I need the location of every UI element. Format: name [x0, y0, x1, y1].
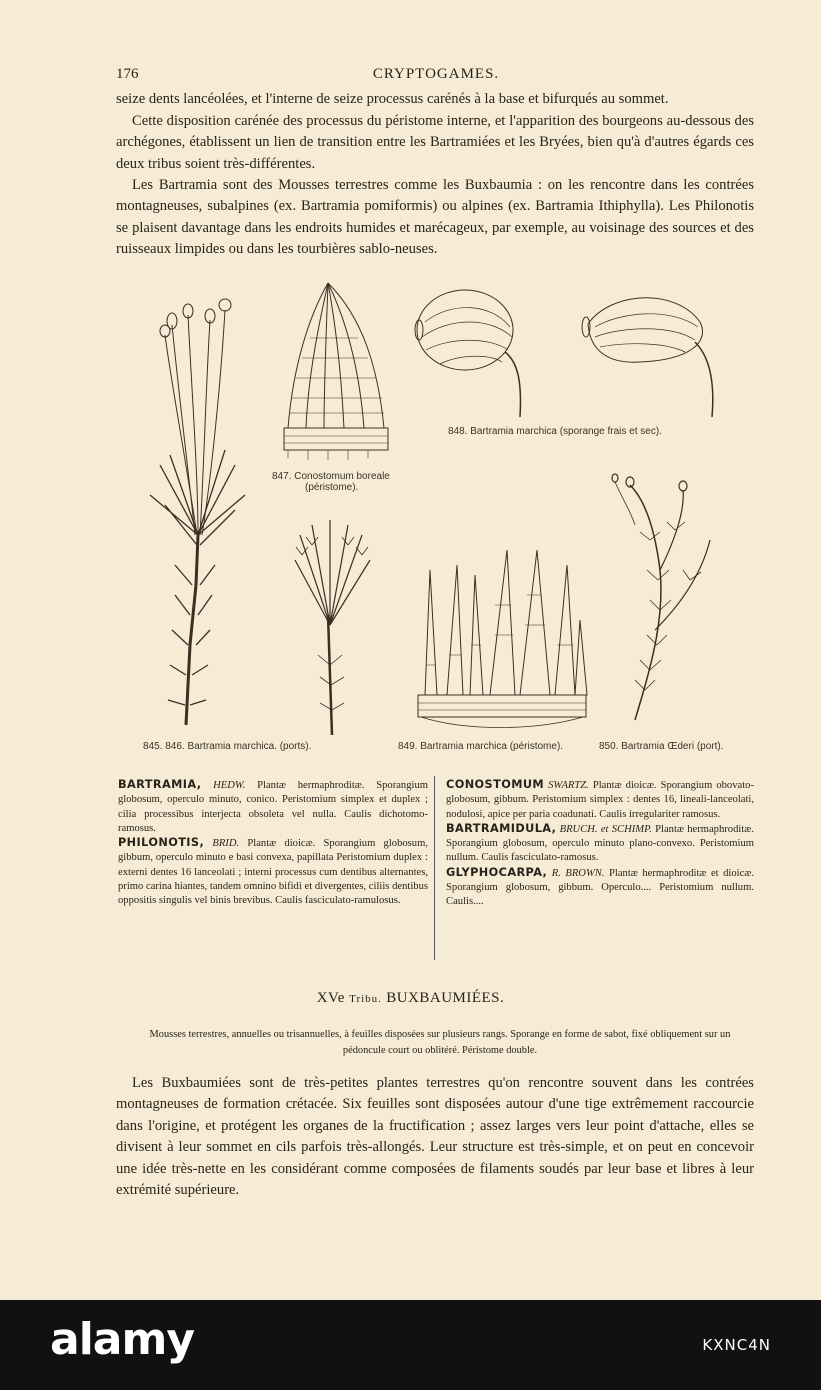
paragraph-2: Cette disposition carénée des processus du péristome interne, et l'apparition des bourgeons au-dessous des archégones, établissent un lien de transition entre les Bartramiées et les Bryées, bien qu'à d'autres égards ces deux tribus soient très-différentes. — [116, 113, 754, 172]
caption-fig-847: 847. Conostomum boreale — [272, 471, 390, 482]
genus-description: Plantæ hermaphroditæ. Sporangium globosum, operculo minuto plano-convexo. Peristomium nullum. Caulis fasciculato-ramosus. — [446, 823, 754, 864]
genus-description: Plantæ dioicæ. Sporangium globosum, gibbum, operculo minuto e basi convexa, papillata Peristomium duplex : externi dentes 16 lanceolati ; interni processus cum dentibus alternantes, primo carina hiantes, tandem omnino bifidi et divergentes, ciliis dentibus oppositis singulis vel binis brevibus. Caulis fasciculato-ramulosus. — [118, 838, 428, 907]
genus-name: BARTRAMIA, — [118, 778, 202, 791]
genus-name: BARTRAMIDULA, — [446, 821, 557, 835]
brand-logo: alamy — [50, 1314, 194, 1365]
genus-description: Plantæ hermaphroditæ et dioicæ. Sporangium globosum, gibbum. Operculo.... Peristomium nullum. Caulis.... — [446, 867, 754, 908]
image-code: KXNC4N — [702, 1336, 771, 1354]
genus-author: BRUCH. et SCHIMP. — [559, 823, 652, 835]
figure-848-sporanges — [410, 282, 725, 422]
watermark-banner — [0, 1300, 821, 1390]
column-divider — [434, 776, 435, 960]
caption-fig-848: 848. Bartramia marchica (sporange frais et sec). — [448, 426, 662, 437]
figure-845-moss-plant — [140, 285, 255, 735]
caption-fig-849: 849. Bartramia marchica (péristome). — [398, 741, 564, 752]
genus-name: GLYPHOCARPA, — [446, 865, 548, 879]
genus-author: BRID. — [212, 838, 240, 850]
genus-name: CONOSTOMUM — [446, 778, 545, 791]
genus-author: HEDW. — [213, 780, 246, 791]
figure-847-peristome — [278, 278, 393, 468]
genus-description: Plantæ dioicæ. Sporangium obovato-globosum, gibbum. Peristomium simplex : dentes 16, lineali-lanceolati, nodulosi, apice per paria coadunati. Caulis irregulariter ramosus. — [446, 780, 754, 820]
figure-850-moss-plant — [605, 470, 720, 730]
closing-paragraph: Les Buxbaumiées sont de très-petites plantes terrestres qu'on rencontre souvent dans les contrées montagneuses de formation crétacée. Six feuilles sont disposées autour d'une tige extrêmement raccourcie dans l'origine, et protégent les organes de la fructification ; assez larges vers leur point d'attache, elles se divisent à leur sommet en cils parfois très-allongés. Leur structure est très-simple, et on peut en concevoir une idée très-nette en les considérant comme composées de filaments soudés par leur base et libres à leur extrémité supérieure. — [116, 1075, 754, 1199]
caption-fig-850: 850. Bartramia Œderi (port). — [599, 741, 724, 752]
genus-column-left — [118, 778, 428, 909]
figure-849-peristome — [415, 545, 590, 735]
genus-philonotis — [118, 836, 428, 908]
tribe-name: BUXBAUMIÉES. — [386, 990, 505, 1006]
tribe-heading — [0, 990, 821, 1007]
tribe-numeral: XVe — [316, 990, 345, 1006]
genus-author: R. BROWN. — [551, 867, 605, 879]
page-header — [116, 66, 756, 90]
genus-name: PHILONOTIS, — [118, 836, 205, 850]
tribe-description: Mousses terrestres, annuelles ou trisannuelles, à feuilles disposées sur plusieurs rangs. Sporange en forme de sabot, fixé obliquement sur un pédoncule court ou oblitéré. Péristome double. — [149, 1029, 731, 1056]
paragraph-3: Les Bartramia sont des Mousses terrestres comme les Buxbaumia : on les rencontre dans les contrées montagneuses, subalpines (ex. Bartramia pomiformis) ou alpines (ex. Bartramia Ithiphylla). Les Philonotis se plaisent davantage dans les endroits humides et marécageux, par exemple, au voisinage des sources et des ruisseaux limpides ou dans les tourbières sablo-neuses. — [116, 177, 754, 258]
caption-fig-845-846: 845. 846. Bartramia marchica. (ports). — [143, 741, 312, 752]
genus-description: Plantæ hermaphroditæ. Sporangium globosum, operculo minuto, conico. Peristomium simplex et duplex ; cilia processibus interjecta obsoleta vel nulla. Caulis dichotomo-ramosus. — [118, 780, 429, 834]
tribe-label: Tribu. — [349, 993, 382, 1005]
running-title: CRYPTOGAMES. — [372, 66, 500, 82]
genus-author: SWARTZ. — [548, 780, 589, 791]
genus-bartramidula — [446, 822, 754, 866]
paragraph-1: seize dents lancéolées, et l'interne de seize processus carénés à la base et bifurqués au sommet. — [116, 91, 669, 107]
genus-column-right — [446, 778, 754, 910]
caption-fig-847-detail: (péristome). — [305, 482, 359, 493]
page-number: 176 — [116, 66, 139, 82]
genus-glyphocarpa — [446, 866, 754, 910]
genus-bartramia — [118, 778, 428, 836]
figure-846-moss-plant — [290, 515, 375, 740]
genus-conostomum — [446, 778, 754, 822]
